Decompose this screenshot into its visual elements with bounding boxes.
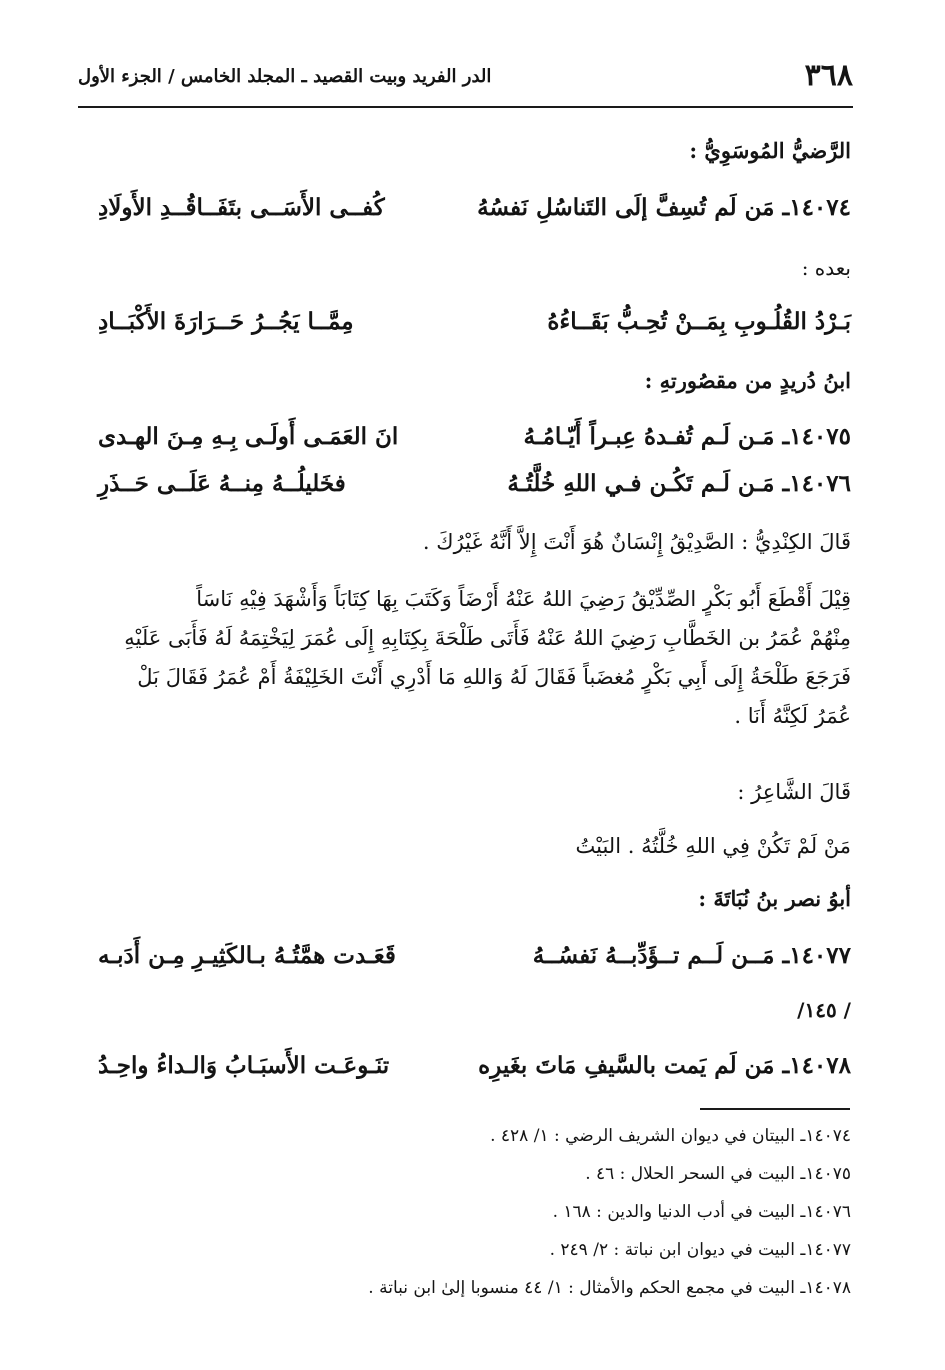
attribution-ibn-durayd: ابنُ دُريدٍ من مقصُورتهِ : xyxy=(644,368,851,393)
quote-kindi: قَالَ الكِنْدِيُّ : الصَّدِيْقُ إِنْسَانٌ هُوَ أَنْتَ إِلاَّ أَنَّهُ غَيْرُكَ . xyxy=(422,530,851,554)
verse-14074 xyxy=(98,194,851,234)
footnote-14076: ١٤٠٧٦ـ البيت في أدب الدنيا والدين : ١٦٨ . xyxy=(552,1202,851,1222)
attribution-ibn-nubata: أبوُ نصر بنُ نُبَاتَةَ : xyxy=(698,886,851,911)
prose-line: فَرَجَعَ طَلْحَةُ إِلَى أَبِي بَكْرٍ مُغضَباً فَقَالَ لَهُ وَاللهِ مَا أَدْرِي أَنْتَ الخَلِيْفَةُ أَمْ عُمَرُ فَقَالَ بَلْ xyxy=(137,665,851,689)
verse-14075-first-hemistich: ١٤٠٧٥ـ مَـن لَـم تُفـدهُ عِبـراً أَيّـامُـهُ xyxy=(523,423,851,450)
page-number: ٣٦٨ xyxy=(804,58,853,93)
verse-14077-second-hemistich: قَعَـدت همَّتُـهُ بـالكَثِيـرِ مِـن أَدَبـه xyxy=(98,942,396,969)
hemistich-quote: مَنْ لَمْ تَكُنْ فِي اللهِ خُلَّتُهُ . البَيْتُ xyxy=(575,834,851,858)
verse-14078 xyxy=(98,1052,851,1092)
verse-14076 xyxy=(98,470,851,510)
footnote-14075: ١٤٠٧٥ـ البيت في السحر الحلال : ٤٦ . xyxy=(585,1164,851,1184)
prose-line: عُمَرُ لَكِنَّهُ أَنَا . xyxy=(734,704,851,728)
verse-14076-second-hemistich: فخَليلُــهُ مِنــهُ عَلَــى حَــذَرِ xyxy=(98,470,346,497)
prose-line: مِنْهُمْ عُمَرُ بن الخَطَّابِ رَضِيَ اللهُ عَنْهُ فَأَتَى طَلْحَةَ بِكِتَابِهِ إِلَى عُمَرَ لِيَخْتِمَهُ لَهُ فَأَبَى عَلَيْهِ xyxy=(124,626,851,650)
running-title: الدر الفريد وبيت القصيد ـ المجلد الخامس / الجزء الأول xyxy=(78,66,492,87)
attribution-radi: الرَّضيُّ المُوسَوِيُّ : xyxy=(689,138,851,163)
verse-14075-second-hemistich: انَ العَمَـى أَولَـى بِـهِ مِـنَ الهـدى xyxy=(98,423,399,450)
verse-14077-first-hemistich: ١٤٠٧٧ـ مَــن لَــم تــؤَدِّبــهُ نَفسُــهُ xyxy=(532,942,851,969)
verse-14075 xyxy=(98,423,851,463)
footnote-rule xyxy=(700,1108,850,1110)
footnote-14077: ١٤٠٧٧ـ البيت في ديوان ابن نباتة : ٢/ ٢٤٩ . xyxy=(549,1240,851,1260)
verse-14074-first-hemistich: ١٤٠٧٤ـ مَن لَم تُسِفَّ إلَى التَناسُلِ نَفسُهُ xyxy=(477,194,851,221)
folio-mark: / ١٤٥/ xyxy=(797,998,851,1022)
attribution-poet: قَالَ الشَّاعِرُ : xyxy=(737,780,851,804)
verse-14077 xyxy=(98,942,851,982)
verse-14078-first-hemistich: ١٤٠٧٨ـ مَن لَم يَمت بالسَّيفِ مَاتَ بغَيرِه xyxy=(478,1052,851,1079)
footnote-14078: ١٤٠٧٨ـ البيت في مجمع الحكم والأمثال : ١/ ٤٤ منسوبا إلىٰ ابن نباتة . xyxy=(368,1278,851,1298)
running-header xyxy=(78,58,853,98)
verse-after-first-hemistich: بَـرْدُ القُلُـوبِ بِمَــنْ تُحِـبُّ بَقَــاءُهُ xyxy=(547,308,851,335)
verse-after xyxy=(98,308,851,348)
footnote-14074: ١٤٠٧٤ـ البيتان في ديوان الشريف الرضي : ١/ ٤٢٨ . xyxy=(490,1126,851,1146)
footnotes xyxy=(150,1126,851,1316)
header-rule xyxy=(78,106,853,108)
verse-after-second-hemistich: مِمَّــا يَجُــرُ حَــرَارَةَ الأَكْبَــادِ xyxy=(98,308,354,335)
note-after: بعده : xyxy=(801,256,851,280)
prose-paragraph xyxy=(82,580,851,736)
verse-14074-second-hemistich: كُفــى الأَسَــى بتَفَــاقُــدِ الأَولَادِ xyxy=(98,194,385,221)
prose-line: قِيْلَ أَقْطَعَ أَبُو بَكْرٍ الصِّدِّيْقُ رَضِيَ اللهُ عَنْهُ أَرْضَاً وَكَتَبَ بِهَا كِتَابَاً وَأَشْهَدَ فِيْهِ نَاسَاً xyxy=(196,587,851,611)
verse-14078-second-hemistich: تنَـوعَـت الأَسبَـابُ وَالـداءُ واحِـدُ xyxy=(98,1052,390,1079)
verse-14076-first-hemistich: ١٤٠٧٦ـ مَـن لَـم تَكُـن فـي اللهِ خُلَّتُـهُ xyxy=(507,470,851,497)
